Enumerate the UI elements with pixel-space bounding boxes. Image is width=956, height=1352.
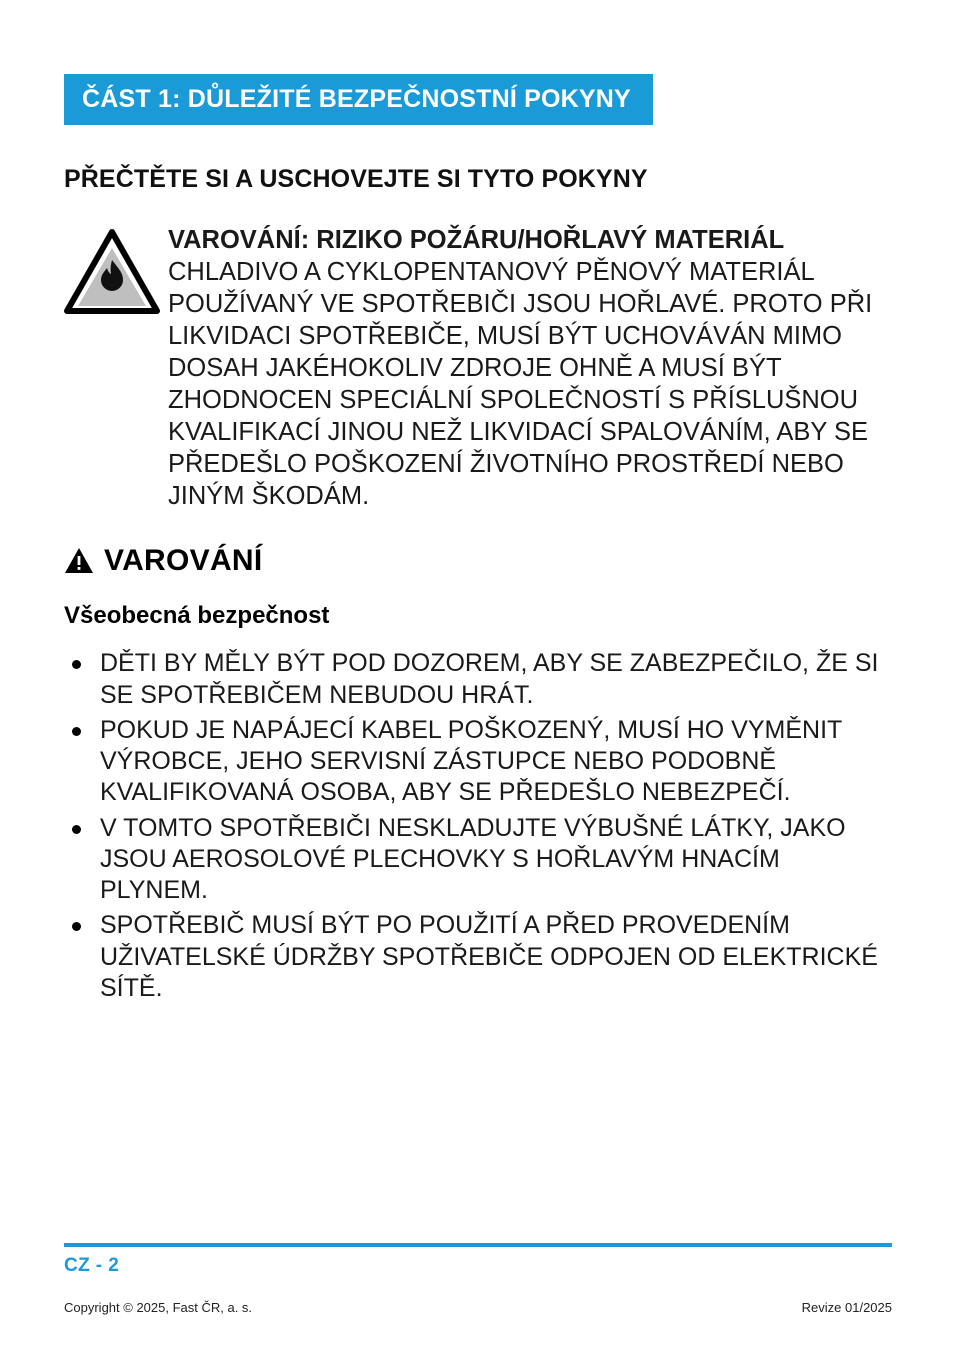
general-safety-subheading: Všeobecná bezpečnost: [64, 602, 330, 630]
copyright-text: Copyright © 2025, Fast ČR, a. s.: [64, 1300, 253, 1315]
fire-warning-lead: VAROVÁNÍ: RIZIKO POŽÁRU/HOŘLAVÝ MATERIÁL: [168, 226, 785, 255]
revision-text: Revize 01/2025: [801, 1300, 892, 1315]
list-item: DĚTI BY MĚLY BÝT POD DOZOREM, ABY SE ZABEZPEČILO, ŽE SI SE SPOTŘEBIČEM NEBUDOU HRÁT.: [64, 648, 892, 711]
section-banner: ČÁST 1: DŮLEŽITÉ BEZPEČNOSTNÍ POKYNY: [64, 74, 653, 125]
safety-bullet-list: [64, 648, 892, 1004]
fire-warning-body: CHLADIVO A CYKLOPENTANOVÝ PĚNOVÝ MATERIÁL POUŽÍVANÝ VE SPOTŘEBIČI JSOU HOŘLAVÉ. PROTO PŘI LIKVIDACI SPOTŘEBIČE, MUSÍ BÝT UCHOVÁVÁN MIMO DOSAH JAKÉHOKOLIV ZDROJE OHNĚ A MUSÍ BÝT ZHODNOCEN SPECIÁLNÍ SPOLEČNOSTÍ S PŘÍSLUŠNOU KVALIFIKACÍ JINOU NEŽ LIKVIDACÍ SPALOVÁNÍM, ABY SE PŘEDEŠLO POŠKOZENÍ ŽIVOTNÍHO PROSTŘEDÍ NEBO JINÝM ŠKODÁM.: [168, 258, 873, 511]
footer-divider: [64, 1243, 892, 1247]
read-and-save-heading: PŘEČTĚTE SI A USCHOVEJTE SI TYTO POKYNY: [64, 165, 648, 194]
flammable-triangle-icon: [64, 224, 168, 316]
page-number: CZ - 2: [64, 1255, 120, 1276]
fire-warning-text: [168, 224, 892, 512]
page-content: [64, 74, 892, 1008]
fire-warning-block: [64, 224, 892, 512]
list-item: SPOTŘEBIČ MUSÍ BÝT PO POUŽITÍ A PŘED PROVEDENÍM UŽIVATELSKÉ ÚDRŽBY SPOTŘEBIČE ODPOJEN OD ELEKTRICKÉ SÍTĚ.: [64, 910, 892, 1004]
list-item: V TOMTO SPOTŘEBIČI NESKLADUJTE VÝBUŠNÉ LÁTKY, JAKO JSOU AEROSOLOVÉ PLECHOVKY S HOŘLAVÝM HNACÍM PLYNEM.: [64, 813, 892, 907]
warning-triangle-icon: [64, 546, 94, 576]
list-item: POKUD JE NAPÁJECÍ KABEL POŠKOZENÝ, MUSÍ HO VYMĚNIT VÝROBCE, JEHO SERVISNÍ ZÁSTUPCE NEBO PODOBNĚ KVALIFIKOVANÁ OSOBA, ABY SE PŘEDEŠLO NEBEZPEČÍ.: [64, 715, 892, 809]
warning-heading: [64, 544, 892, 578]
warning-heading-label: VAROVÁNÍ: [104, 544, 263, 578]
